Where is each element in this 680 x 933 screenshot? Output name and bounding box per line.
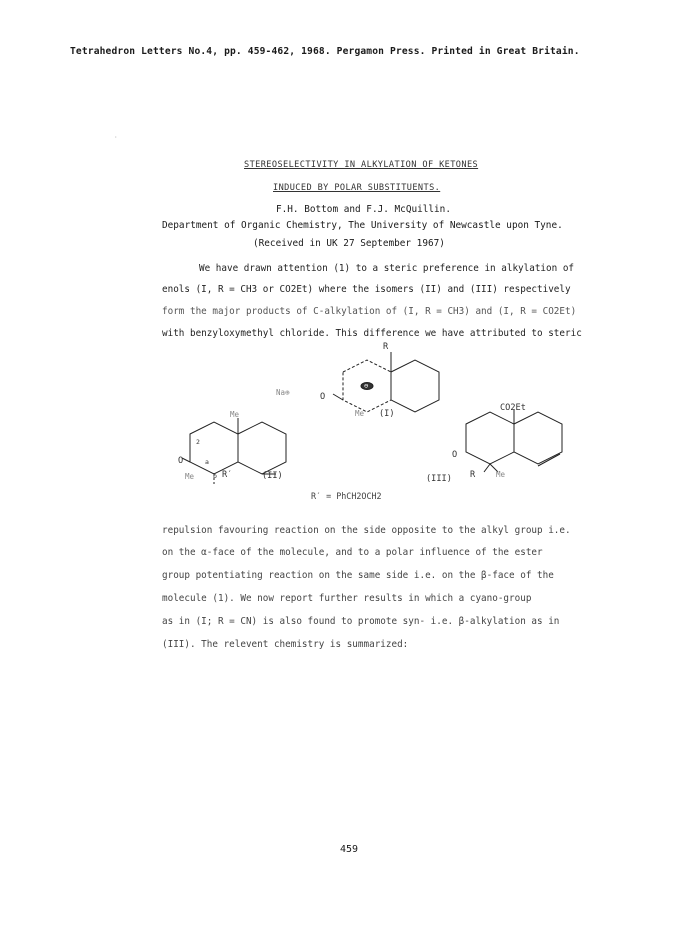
journal-header: Tetrahedron Letters No.4, pp. 459-462, 1968. Pergamon Press. Printed in Great Britain.: [70, 46, 580, 57]
paragraph-line: as in (I; R = CN) is also found to promote syn- i.e. β-alkylation as in: [162, 616, 560, 627]
structure-I-enolate: Na⊕: [276, 388, 290, 397]
paragraph-line: on the α-face of the molecule, and to a polar influence of the ester: [162, 547, 543, 558]
structure-II-label: (II): [262, 471, 283, 481]
paragraph-line: group potentiating reaction on the same side i.e. on the β-face of the: [162, 570, 554, 581]
structure-II-oxygen: O: [178, 456, 184, 466]
article-title-line-2: INDUCED BY POLAR SUBSTITUENTS.: [273, 183, 441, 193]
structure-I-charge: ⊖: [364, 382, 369, 390]
structure-I-substituent: R: [383, 342, 389, 352]
structure-II-r-prime: R′: [222, 470, 233, 480]
structure-III-ester: CO2Et: [500, 403, 526, 413]
received-date: (Received in UK 27 September 1967): [253, 238, 445, 249]
authors: F.H. Bottom and F.J. McQuillin.: [276, 204, 451, 215]
page-number: 459: [340, 844, 359, 855]
structure-I-oxygen: O: [320, 392, 326, 402]
scan-speck: ·: [114, 134, 118, 141]
structure-II-methyl: Me: [230, 410, 240, 419]
structure-III-methyl: Me: [496, 470, 506, 479]
structure-III-r: R: [470, 470, 476, 480]
structure-III-label: (III): [426, 474, 452, 484]
paragraph-line: repulsion favouring reaction on the side opposite to the alkyl group i.e.: [162, 525, 571, 536]
structure-II-methyl-2: Me: [185, 472, 195, 481]
paragraph-line: with benzyloxymethyl chloride. This difference we have attributed to steric: [162, 328, 582, 339]
structure-II-ring-letter-b: b: [213, 472, 217, 480]
r-prime-definition: R′ = PhCH2OCH2: [311, 491, 382, 501]
structure-III-diagram: [456, 408, 576, 478]
paragraph-line: enols (I, R = CH3 or CO2Et) where the isomers (II) and (III) respectively: [162, 284, 571, 295]
structure-I-methyl: Me: [355, 409, 365, 418]
paragraph-line: form the major products of C-alkylation of (I, R = CH3) and (I, R = CO2Et): [162, 306, 577, 317]
paragraph-line: (III). The relevent chemistry is summarized:: [162, 639, 409, 650]
structure-I-label: (I): [379, 409, 395, 419]
structure-II-ring-number: 2: [196, 438, 200, 446]
article-title-line-1: STEREOSELECTIVITY IN ALKYLATION OF KETONES: [244, 160, 479, 170]
structure-II-ring-letter-a: a: [205, 458, 209, 466]
structure-III-oxygen: O: [452, 450, 458, 460]
paragraph-line: We have drawn attention (1) to a steric preference in alkylation of: [199, 263, 575, 274]
affiliation: Department of Organic Chemistry, The University of Newcastle upon Tyne.: [162, 220, 563, 231]
paragraph-line: molecule (1). We now report further results in which a cyano-group: [162, 593, 532, 604]
structure-I-diagram: [295, 348, 455, 428]
